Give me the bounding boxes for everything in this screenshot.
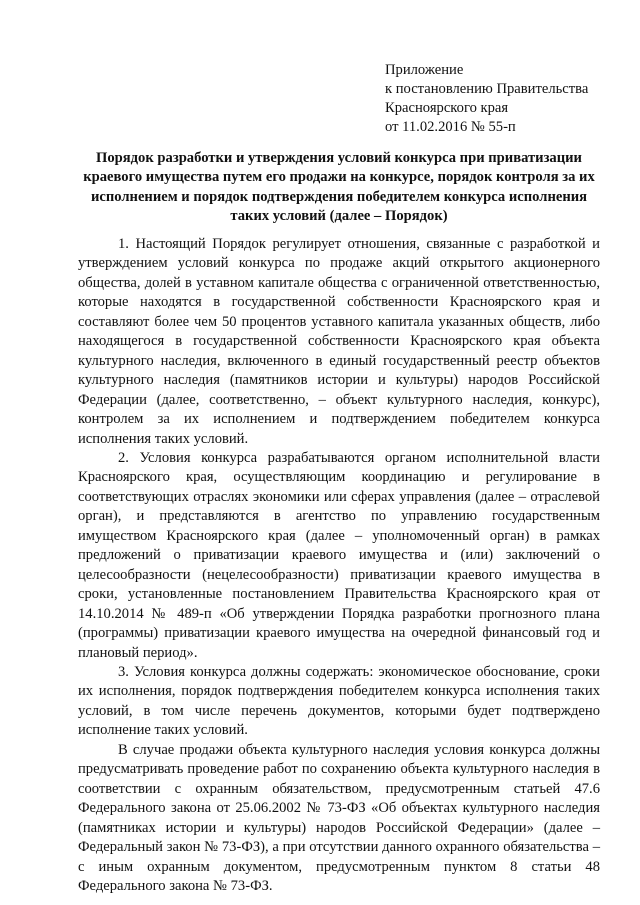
annex-header (385, 61, 625, 137)
paragraph-4: В случае продажи объекта культурного наследия условия конкурса должны предусматривать проведение работ по сохранению объекта культурного наследия в соответствии с охранным обязательством, предусмотренным статьей 47.6 Федерального закона от 25.06.2002 № 73-ФЗ «Об объектах культурного наследия (памятниках истории и культуры) народов Российской Федерации» (далее – Федеральный закон № 73-ФЗ), а при отсутствии данного охранного обязательства – с иным охранным документом, предусмотренным пунктом 8 статьи 48 Федерального закона № 73-ФЗ. (78, 741, 600, 894)
annex-line: от 11.02.2016 № 55-п (385, 119, 516, 135)
paragraph-2: 2. Условия конкурса разрабатываются органом исполнительной власти Красноярского края, осуществляющим координацию и регулирование в соответствующих отраслях экономики или сферах управления (далее – отраслевой орган), и представляются в агентство по управлению государственным имуществом Красноярского края (далее – уполномоченный орган) в рамках предложений о приватизации краевого имущества и (или) заключений о целесообразности (нецелесообразности) приватизации краевого имущества в сроки, установленные постановлением Правительства Красноярского края от 14.10.2014 № 489-п «Об утверждении Порядка разработки прогнозного плана (программы) приватизации краевого имущества на очередной финансовый год и плановый период». (78, 449, 600, 661)
paragraph-3: 3. Условия конкурса должны содержать: экономическое обоснование, сроки их исполнения, порядок подтверждения победителем конкурса исполнения таких условий, в том числе перечень документов, которыми будет подтверждено исполнение таких условий. (78, 663, 600, 739)
document-title: Порядок разработки и утверждения условий конкурса при приватизации краевого имущества путем его продажи на конкурсе, порядок контроля за их исполнением и порядок подтверждения победителем конкурса исполнения таких условий (далее – Порядок) (83, 150, 595, 225)
document-body (78, 235, 600, 896)
annex-line: Красноярского края (385, 100, 509, 116)
paragraph-1: 1. Настоящий Порядок регулирует отношения, связанные с разработкой и утверждением условий конкурса по продаже акций открытого акционерного общества, долей в уставном капитале общества с ограниченной ответственностью, которые находятся в государственной собственности Красноярского края и составляют более чем 50 процентов уставного капитала указанных обществ, либо находящегося в государственной собственности Красноярского края объекта культурного наследия, включенного в единый государственный реестр объектов культурного наследия (памятников истории и культуры) народов Российской Федерации (далее, соответственно, – объект культурного наследия, конкурс), контролем за их исполнением и подтверждением победителем конкурса исполнения таких условий. (78, 236, 600, 447)
annex-line: к постановлению Правительства (385, 81, 589, 97)
annex-line: Приложение (385, 62, 464, 78)
